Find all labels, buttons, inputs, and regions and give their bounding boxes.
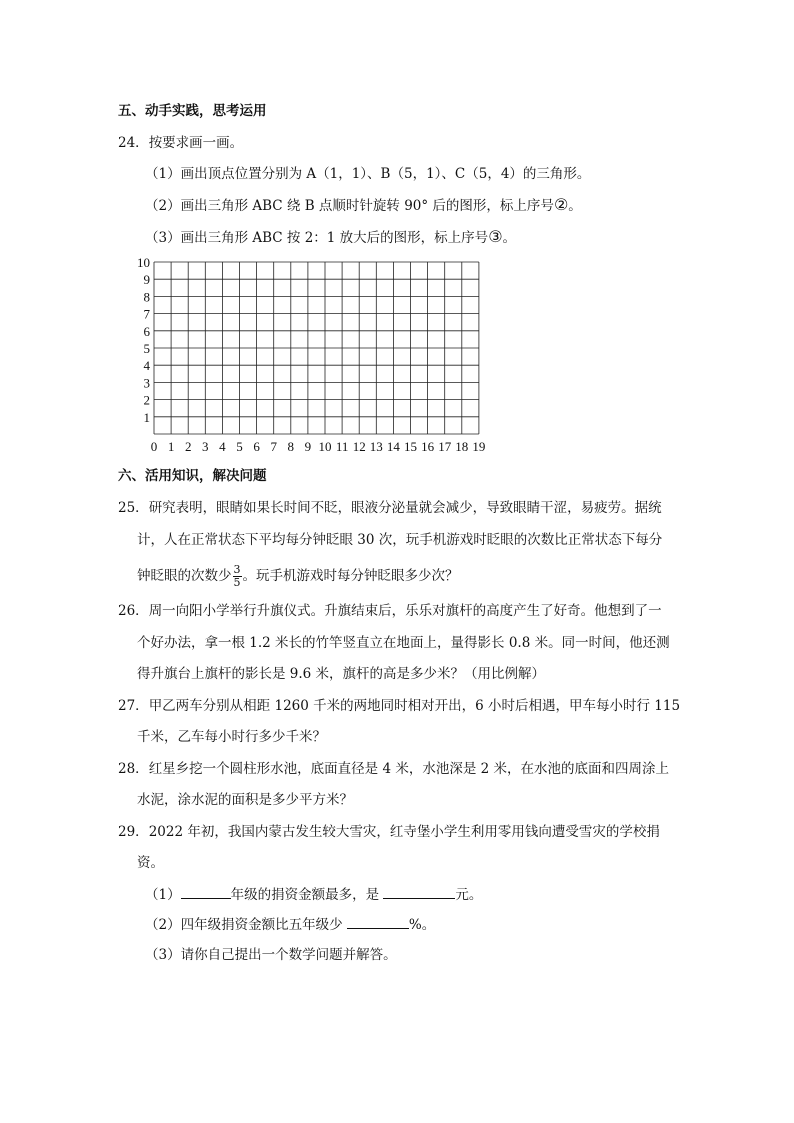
q24-sub2-mark: ②	[553, 195, 569, 214]
section-5-title: 五、动手实践，思考运用	[118, 103, 267, 119]
q24-sub3-end: 。	[502, 230, 517, 246]
y-tick-label: 10	[137, 258, 150, 270]
q29-sub1-unit: 元。	[455, 887, 483, 903]
q26-line3: 得升旗台上旗杆的影长是 9.6 米，旗杆的高是多少米？（用比例解）	[137, 666, 546, 682]
q24-sub2	[145, 195, 582, 216]
q25-number: 25．	[118, 500, 149, 516]
q24-stem	[118, 133, 243, 153]
q29-sub1-label: （1）	[145, 887, 181, 903]
x-tick-label: 11	[335, 439, 349, 454]
fraction-numerator: 3	[233, 563, 241, 576]
x-tick-label: 0	[150, 439, 158, 454]
q29-sub2-text: （2）四年级捐资金额比五年级少	[145, 917, 343, 933]
q29-number: 29．	[118, 824, 149, 840]
y-tick-label: 7	[143, 306, 150, 322]
y-tick-label: 2	[143, 392, 150, 408]
q29-sub2	[145, 914, 435, 935]
x-tick-label: 12	[352, 439, 366, 454]
x-tick-label: 4	[219, 439, 226, 454]
q24-sub3	[145, 227, 516, 248]
y-tick-label: 3	[143, 375, 150, 391]
q24-number: 24．	[118, 135, 149, 151]
q28-number: 28．	[118, 761, 149, 777]
y-tick-label: 6	[143, 323, 150, 339]
answer-blank-percent[interactable]	[347, 914, 409, 929]
x-tick-label: 15	[404, 439, 417, 454]
q24-sub3-mark: ③	[488, 227, 503, 246]
q28-line2: 水泥，涂水泥的面积是多少平方米？	[137, 792, 353, 808]
q24-text: 按要求画一画。	[148, 135, 244, 151]
x-tick-label: 13	[369, 439, 383, 454]
q26-text-1: 周一向阳小学举行升旗仪式。升旗结束后，乐乐对旗杆的高度产生了好奇。他想到了一	[148, 603, 662, 619]
fraction-denominator: 5	[233, 576, 241, 589]
x-tick-label: 5	[236, 439, 243, 454]
q27-number: 27．	[118, 698, 149, 714]
q29-line1	[118, 822, 660, 842]
q25-line2: 计，人在正常状态下平均每分钟眨眼 30 次，玩手机游戏时眨眼的次数比正常状态下每分	[137, 532, 663, 548]
grid-y-labels	[137, 258, 151, 425]
x-tick-label: 6	[253, 439, 260, 454]
q25-text-1: 研究表明，眼睛如果长时间不眨，眼液分泌量就会减少，导致眼睛干涩，易疲劳。据统	[148, 500, 662, 516]
q25-line3	[137, 564, 459, 589]
section-6-title: 六、活用知识，解决问题	[118, 468, 267, 484]
q24-sub2-end: 。	[568, 198, 582, 214]
x-tick-label: 19	[472, 439, 486, 454]
q28-text-1: 红星乡挖一个圆柱形水池，底面直径是 4 米，水池深是 2 米，在水池的底面和四周涂上	[148, 761, 670, 777]
q25-line1	[118, 498, 662, 518]
q29-sub3: （3）请你自己提出一个数学问题并解答。	[145, 947, 397, 963]
q27-line1	[118, 696, 680, 716]
q29-sub2-unit: %。	[408, 917, 436, 933]
y-tick-label: 1	[143, 409, 150, 425]
q29-line2: 资。	[137, 855, 164, 871]
q26-line1	[118, 601, 662, 621]
answer-blank-grade[interactable]	[181, 884, 231, 899]
q29-sub1	[145, 884, 482, 905]
x-tick-label: 8	[287, 439, 295, 454]
x-tick-label: 2	[184, 439, 192, 454]
q24-sub1: （1）画出顶点位置分别为 A（1，1）、B（5，1）、C（5，4）的三角形。	[145, 166, 591, 182]
q28-line1	[118, 759, 669, 779]
grid-x-labels	[151, 439, 486, 454]
y-tick-label: 8	[143, 289, 150, 305]
q24-sub3-text: （3）画出三角形 ABC 按 2：1 放大后的图形，标上序号	[145, 230, 489, 246]
q29-sub1-text: 年级的捐资金额最多，是	[230, 887, 380, 903]
x-tick-label: 18	[455, 439, 469, 454]
q25-text-3b: 。玩手机游戏时每分钟眨眼多少次？	[242, 568, 459, 584]
q25-fraction	[233, 564, 242, 589]
x-tick-label: 7	[270, 439, 277, 454]
q27-line2: 千米，乙车每小时行多少千米？	[137, 729, 326, 745]
x-tick-label: 10	[318, 439, 332, 454]
y-tick-label: 4	[143, 358, 150, 374]
x-tick-label: 3	[202, 439, 209, 454]
q26-number: 26．	[118, 603, 149, 619]
x-tick-label: 14	[386, 439, 400, 454]
x-tick-label: 16	[421, 439, 435, 454]
q25-text-3a: 钟眨眼的次数少	[137, 568, 232, 584]
answer-blank-amount[interactable]	[383, 884, 455, 899]
q26-line2: 个好办法，拿一根 1.2 米长的竹竿竖直立在地面上，量得影长 0.8 米。同一时间，他还测	[137, 635, 670, 651]
coordinate-grid	[130, 258, 500, 458]
x-tick-label: 9	[304, 439, 312, 454]
x-tick-label: 17	[438, 439, 452, 454]
q24-sub2-text: （2）画出三角形 ABC 绕 B 点顺时针旋转 90° 后的图形，标上序号	[145, 198, 554, 214]
grid-lines	[154, 262, 479, 434]
y-tick-label: 9	[143, 272, 150, 288]
y-tick-label: 5	[143, 341, 150, 356]
q27-text-1: 甲乙两车分别从相距 1260 千米的两地同时相对开出，6 小时后相遇，甲车每小时行 115	[148, 698, 681, 714]
x-tick-label: 1	[167, 439, 175, 454]
q29-text-1: 2022 年初，我国内蒙古发生较大雪灾，红寺堡小学生利用零用钱向遭受雪灾的学校捐	[148, 824, 660, 840]
